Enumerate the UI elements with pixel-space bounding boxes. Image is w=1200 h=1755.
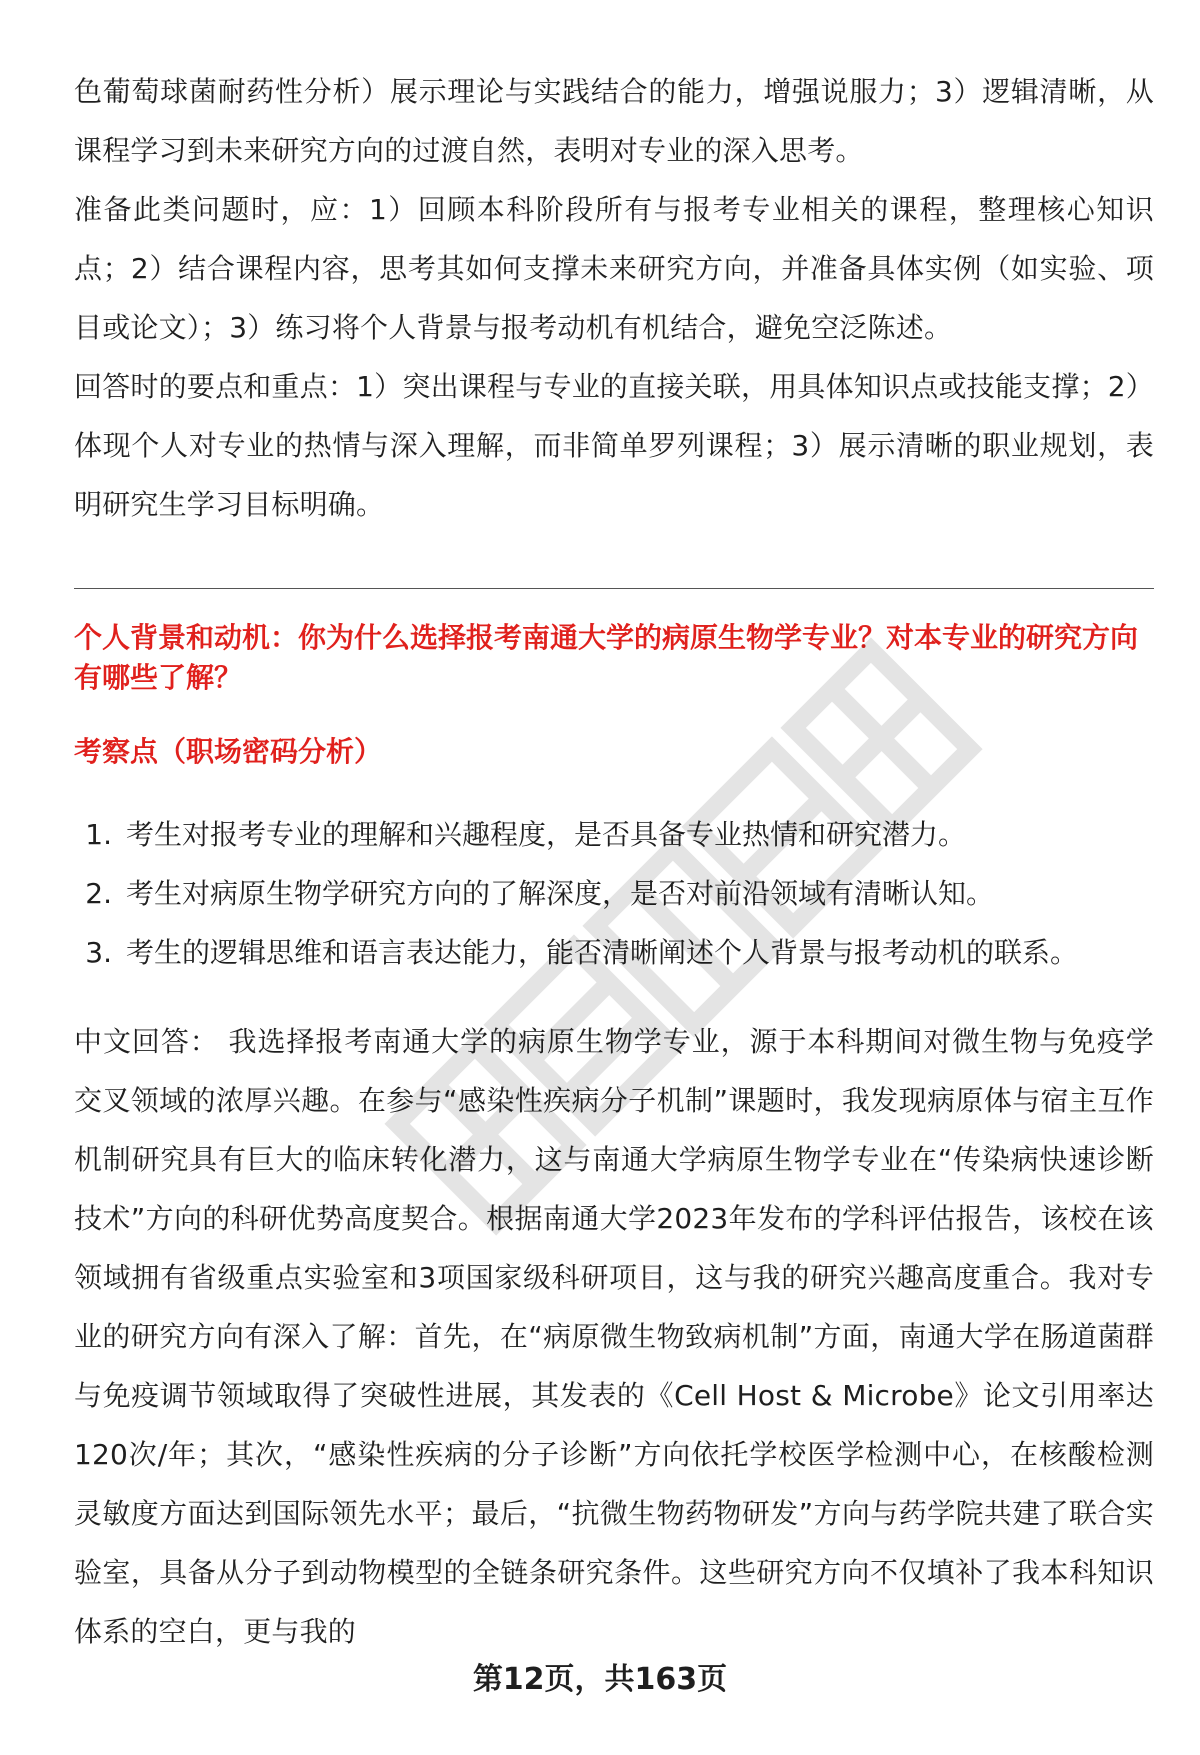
section-divider [74,588,1154,589]
list-item-number: 2. [85,877,112,910]
analysis-point-list [74,805,1154,982]
page-footer: 第12页，共163页 [472,1662,728,1697]
list-item-text: 考生对病原生物学研究方向的了解深度，是否对前沿领域有清晰认知。 [126,877,995,910]
list-item [74,923,1154,982]
intro-section [74,62,1154,534]
list-item-number: 3. [85,936,112,969]
intro-paragraph: 准备此类问题时，应：1）回顾本科阶段所有与报考专业相关的课程，整理核心知识点；2）结合课程内容，思考其如何支撑未来研究方向，并准备具体实例（如实验、项目或论文）；3）练习将个人背景与报考动机有机结合，避免空泛陈述。 [74,193,1154,344]
intro-paragraph: 回答时的要点和重点：1）突出课程与专业的直接关联，用具体知识点或技能支撑；2）体现个人对专业的热情与深入理解，而非简单罗列课程；3）展示清晰的职业规划，表明研究生学习目标明确。 [74,370,1154,521]
list-item [74,864,1154,923]
list-item-text: 考生对报考专业的理解和兴趣程度，是否具备专业热情和研究潜力。 [126,818,967,851]
list-item-text: 考生的逻辑思维和语言表达能力，能否清晰阐述个人背景与报考动机的联系。 [126,936,1079,969]
list-item [74,805,1154,864]
answer-paragraph: 中文回答： 我选择报考南通大学的病原生物学专业，源于本科期间对微生物与免疫学交叉领域的浓厚兴趣。在参与“感染性疾病分子机制”课题时，我发现病原体与宿主互作机制研究具有巨大的临床转化潜力，这与南通大学病原生物学专业在“传染病快速诊断技术”方向的科研优势高度契合。根据南通大学2023年发布的学科评估报告，该校在该领域拥有省级重点实验室和3项国家级科研项目，这与我的研究兴趣高度重合。我对专业的研究方向有深入了解：首先，在“病原微生物致病机制”方面，南通大学在肠道菌群与免疫调节领域取得了突破性进展，其发表的《Cell Host & Microbe》论文引用率达120次/年；其次，“感染性疾病的分子诊断”方向依托学校医学检测中心，在核酸检测灵敏度方面达到国际领先水平；最后，“抗微生物药物研发”方向与药学院共建了联合实验室，具备从分子到动物模型的全链条研究条件。这些研究方向不仅填补了我本科知识体系的空白，更与我的 [74,1025,1154,1648]
answer-section [74,1012,1154,1661]
analysis-heading: 考察点（职场密码分析） [74,735,383,768]
intro-paragraph: 色葡萄球菌耐药性分析）展示理论与实践结合的能力，增强说服力；3）逻辑清晰，从课程学习到未来研究方向的过渡自然，表明对专业的深入思考。 [74,75,1154,167]
list-item-number: 1. [85,818,112,851]
question-heading: 个人背景和动机：你为什么选择报考南通大学的病原生物学专业？对本专业的研究方向有哪些了解？ [74,621,1139,694]
